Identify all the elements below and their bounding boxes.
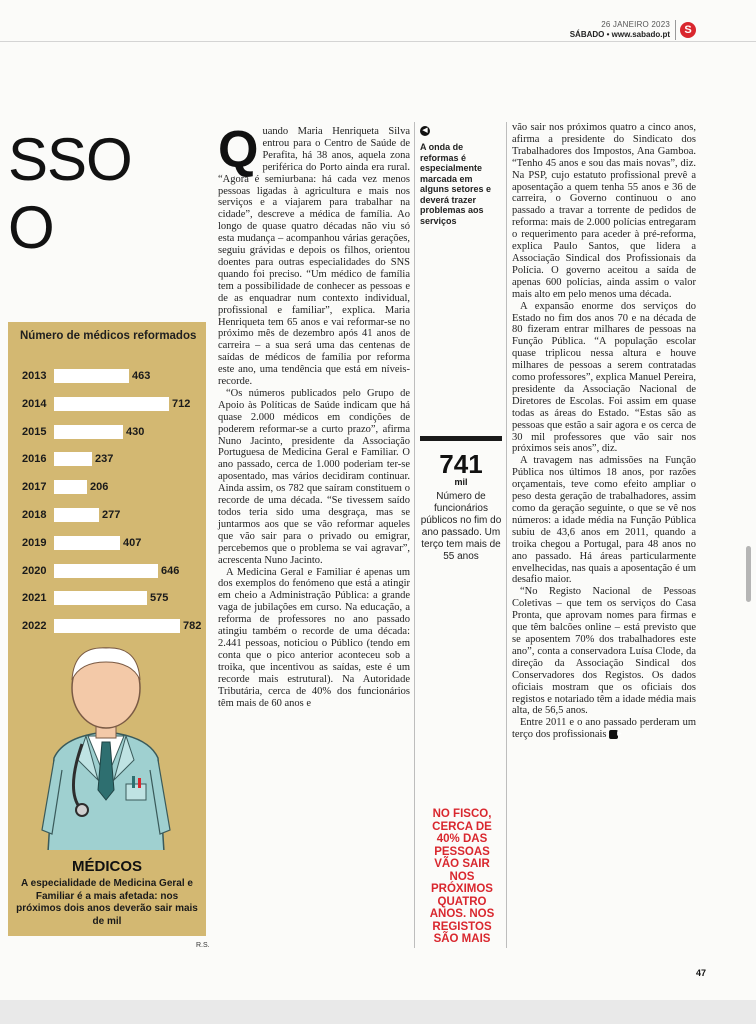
article-paragraph: A expansão enorme dos serviços do Estado no fim dos anos 70 e na década de 80 fizeram entrar milhares de pessoas na Função Pública. “A população escolar quase triplicou nessa altura e houve milhares de pessoas a serem contratadas como professores”, explica Manuel Pereira, presidente da Associação Nacional de Diretores de Escolas. Foi assim em quase todas as áreas do Estado. “Estas são as pessoas que estão a sair agora e os cerca de 30 mil professores que vão sair nos próximos seis anos”, diz. (512, 300, 696, 455)
article-paragraph: A travagem nas admissões na Função Pública nos últimos 18 anos, por razões orçamentais, teve como efeito ampliar o peso desta geração de trabalhadores, assim como da geração seguinte, o que se vê nos números: a idade média na Função Pública subiu de 43,6 anos em 2011, quando a troika chegou a Portugal, para 48 anos no ano passado. Há áreas particularmente envelhecidas, nas quais a aposentação é um desafio maior. (512, 455, 696, 586)
year-label: 2015 (22, 425, 47, 438)
doctor-illustration (8, 640, 206, 852)
column-divider (506, 122, 507, 948)
headline-line-2: O (8, 194, 54, 261)
bar-value-label: 237 (95, 453, 114, 466)
article-paragraph: “No Registo Nacional de Pessoas Coletivas – que tem os serviços do Casa Pronta, que aprovam nomes para firmas e que têm balcões online – está previsto que se aposentem 70% dos trabalhadores este ano”, conta a conservadora Luísa Clode, da direção da Associação Sindical dos Conservadores dos Registos. Os dados oficiais mostram que os oficiais dos registos e notariado têm a idade média mais alta, de 56,5 anos. (512, 586, 696, 717)
stat-text: Número de funcionários públicos no fim do ano passado. Um terço tem mais de 55 anos (420, 491, 502, 562)
bar (54, 369, 129, 383)
bar-value-label: 712 (172, 397, 191, 410)
bar-value-label: 646 (161, 564, 180, 577)
sabado-logo-icon: S (680, 22, 696, 38)
bar (54, 591, 147, 605)
caption-title: MÉDICOS (71, 858, 142, 875)
article-paragraph: vão sair nos próximos quatro a cinco anos, afirma a presidente do Sindicato dos Trabalhadores dos Impostos, Ana Gamboa. “Tenho 45 anos e sou das mais novas”, diz. Na PSP, cujo estatuto profissional prevê a aposentação a quem tenha 55 anos e 36 de carreira, o Governo continuou o ano passado a travar a torrente de pedidos de reforma: mais de 2.000 polícias entregaram o requerimento para aceder à pré-reforma, explica Paulo Santos, que lidera a Associação Sindical dos Profissionais da Polícia. O governo aceitou a saída de apenas 600 polícias, ainda assim o valor mais alto em pelo menos uma década. (512, 122, 696, 300)
bar-value-label: 407 (123, 536, 142, 549)
caption-text: A especialidade de Medicina Geral e Familiar é a mais afetada: nos próximos dois anos deverão sair mais de mil (16, 878, 198, 927)
right-arrow-icon: ▶ (609, 730, 618, 739)
bar (54, 536, 120, 550)
bar (54, 452, 92, 466)
bar (54, 508, 99, 522)
year-label: 2013 (22, 370, 47, 382)
article-paragraph: Quando Maria Henriqueta Silva entrou para o Centro de Saúde de Perafita, há 38 anos, aquela zona periférica do Porto ainda era rural. “Agora é semiurbana: há cada vez menos pessoas ligadas à agricultura e mais nos serviços e a viajarem para trabalhar na cidade”, descreve a médica de família. Ao longo de quase quatro décadas não viu só esta mudança – acompanhou várias gerações, seguiu grávidas e depois os filhos, orientou doentes para outras especialidades do SNS quando foi preciso. “Um médico de família tem a possibilidade de conhecer as pessoas e de as enquadrar num contexto individual, profissional e familiar”, explica. Maria Henriqueta tem 65 anos e vai reformar-se no próximo mês de dezembro após 41 anos de carreira – a sua será uma das centenas de saídas de médicos de família por reforma este ano, uma tendência que está em níveis-recorde. (218, 121, 410, 388)
pull-quote: NO FISCO, CERCA DE 40% DAS PESSOAS VÃO SAIR NOS PRÓXIMOS QUATRO ANOS. NOS REGISTOS SÃO MAIS (429, 808, 495, 945)
bar (54, 619, 180, 633)
year-label: 2021 (22, 592, 47, 605)
sidebar-note-text: A onda de reformas é especialmente marcada em alguns setores e deverá trazer problemas aos serviços (420, 142, 492, 226)
bar-value-label: 782 (183, 620, 202, 633)
bar-value-label: 575 (150, 592, 169, 605)
drop-cap: Q (218, 121, 259, 179)
bar (54, 480, 87, 494)
bar-value-label: 277 (102, 509, 121, 521)
chart-title: Número de médicos reformados (20, 330, 197, 342)
header-site: SÁBADO • www.sabado.pt (569, 30, 670, 39)
scrollbar[interactable] (746, 546, 751, 602)
bar-value-label: 463 (132, 370, 151, 382)
bar (54, 397, 169, 411)
article-paragraph: A Medicina Geral e Familiar é apenas um dos exemplos do fenómeno que está a atingir em cheio a Administração Pública: a grande vaga de jubilações em curso. Na educação, a reforma de professores no ano passado atingiu também o recorde de uma década: 2.441 pessoas, noticiou o Público (tendo em conta que o pico anterior aconteceu sob a troika, que incentivou as saídas, este é um recorde mais estrutural). Na Autoridade Tributária, cerca de 40% dos funcionários têm mais de 60 anos e (218, 566, 410, 709)
left-arrow-icon: ◀ (420, 126, 430, 136)
year-label: 2020 (22, 564, 47, 577)
year-label: 2019 (22, 536, 47, 549)
article-paragraph: “Os números publicados pelo Grupo de Apoio às Políticas de Saúde indicam que há quase 2.000 médicos em condições de poderem reformar-se a curto prazo”, afirma Nuno Jacinto, presidente da Associação Portuguesa de Medicina Geral e Familiar. O ano passado, cerca de 1.000 poderiam ter-se aposentado, mas vários decidiram continuar. Ainda assim, os 782 que saíram constituem o recorde de uma década. “Se tivessem saído todos teria sido uma desgraça, mas se juntarmos aos que se vão reformar aqueles que vão sair para o privado ou emigrar, percebemos que o problema se vai agravar”, acrescenta Nuno Jacinto. (218, 387, 410, 566)
article-column-2 (512, 122, 696, 741)
bar (54, 425, 123, 439)
bar-value-label: 430 (126, 425, 145, 438)
stat-box (420, 436, 502, 563)
column-divider (414, 122, 415, 948)
headline-line-1: SSO (8, 126, 132, 193)
page-header (0, 0, 756, 42)
year-label: 2017 (22, 481, 47, 494)
bar (54, 564, 158, 578)
header-date: 26 JANEIRO 2023 (601, 20, 670, 29)
header-divider (675, 20, 676, 40)
illustration-credit: R.S. (196, 942, 210, 949)
stat-unit: mil (454, 477, 468, 487)
page-number: 47 (696, 968, 707, 978)
article-column-1 (218, 121, 410, 709)
bar-value-label: 206 (90, 481, 109, 494)
year-label: 2022 (22, 620, 47, 633)
year-label: 2014 (22, 397, 47, 410)
year-label: 2016 (22, 453, 47, 466)
stat-value: 741 (439, 449, 483, 479)
article-paragraph: Entre 2011 e o ano passado perderam um terço dos profissionais ▶ (512, 717, 696, 741)
sidebar-note (420, 122, 502, 226)
chart-caption (8, 850, 206, 936)
year-label: 2018 (22, 509, 47, 521)
